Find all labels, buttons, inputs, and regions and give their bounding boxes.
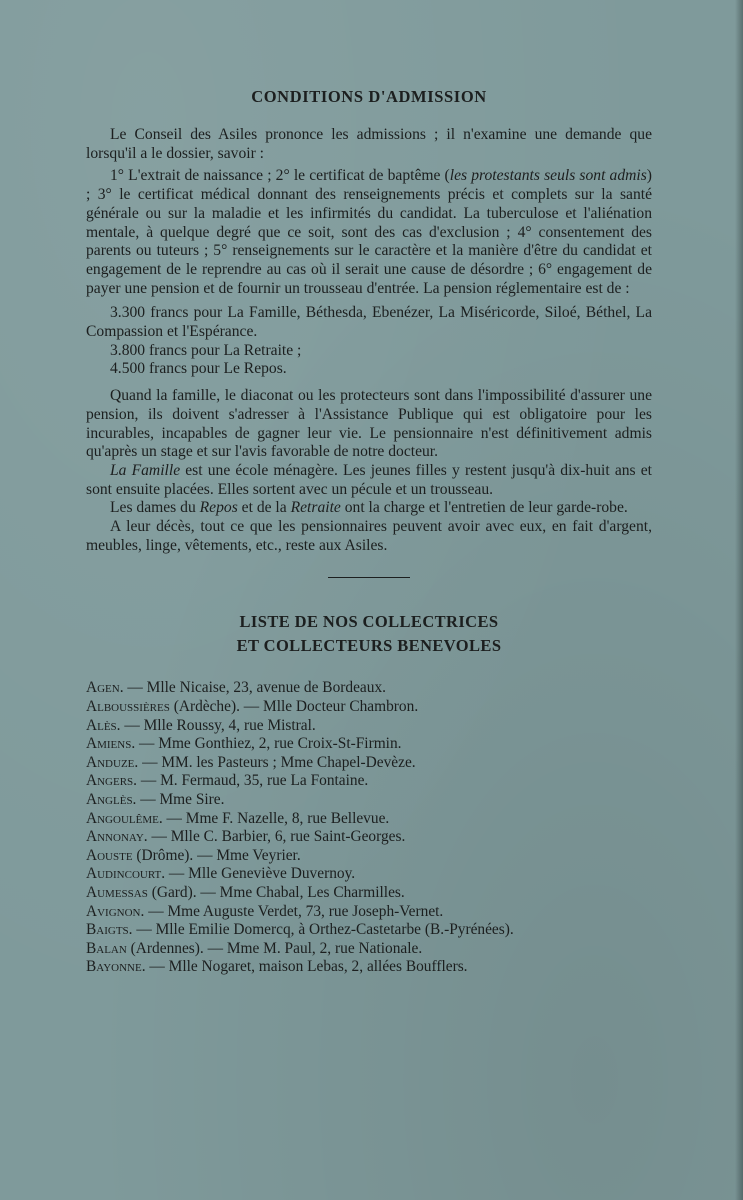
famille-paragraph xyxy=(86,462,652,499)
collector-entry xyxy=(86,847,652,866)
collector-details: — Mlle C. Barbier, 6, rue Saint-Georges. xyxy=(147,828,406,846)
collector-city: Anduze. xyxy=(86,753,139,771)
collectors-title xyxy=(86,610,652,658)
collector-entry xyxy=(86,735,652,754)
collector-entry xyxy=(86,754,652,773)
collector-city: Aumessas xyxy=(86,884,148,901)
dames-text-1: Les dames du xyxy=(110,499,200,517)
section-divider xyxy=(328,577,410,578)
assistance-paragraph: Quand la famille, le diaconat ou les protecteurs sont dans l'impossibilité d'assurer une pension, ils doivent s'adresser à l'Assistance Publique qui est obligatoire pour les incurables, incapables de gagner leur vie. Le pensionnaire n'est définitivement admis qu'après un stage et sur l'avis favorable de notre docteur. xyxy=(86,387,652,461)
requirements-start: 1° L'extrait de naissance ; 2° le certificat de baptême ( xyxy=(110,167,450,185)
collector-city: Amiens. xyxy=(86,735,136,753)
collector-details: — Mme Sire. xyxy=(136,791,225,809)
famille-italic: La Famille xyxy=(110,461,181,479)
collector-details: — MM. les Pasteurs ; Mme Chapel-Devèze. xyxy=(138,753,416,771)
collector-entry xyxy=(86,958,652,977)
dames-text-2: et de la xyxy=(237,499,291,517)
collector-entry xyxy=(86,828,652,847)
conditions-title: CONDITIONS D'ADMISSION xyxy=(251,87,487,106)
famille-text: est une école ménagère. Les jeunes filles y restent jusqu'à dix-huit ans et sont ensuite placées. Elles sortent avec un pécule et un trousseau. xyxy=(86,461,653,498)
collector-entry xyxy=(86,921,652,940)
collector-city: Baigts. xyxy=(86,921,133,939)
collector-city: Alès. xyxy=(86,716,121,734)
collector-details: — Mme Gonthiez, 2, rue Croix-St-Firmin. xyxy=(135,735,402,753)
price-item: 3.800 francs pour La Retraite ; xyxy=(110,341,302,359)
price-list xyxy=(86,304,652,379)
collector-details: (Ardèche). — Mlle Docteur Chambron. xyxy=(169,698,419,716)
intro-paragraph: Le Conseil des Asiles prononce les admissions ; il n'examine une demande que lorsqu'il a le dossier, savoir : xyxy=(86,126,652,162)
dames-retraite-italic: Retraite xyxy=(290,499,341,517)
collector-entry xyxy=(86,903,652,922)
requirements-paragraph xyxy=(86,167,652,298)
collectors-list xyxy=(86,679,652,977)
collector-city: Audincourt. xyxy=(86,865,166,883)
page-edge-shadow xyxy=(735,0,743,1200)
dames-text-3: ont la charge et l'entretien de leur garde-robe. xyxy=(340,499,628,517)
collector-entry xyxy=(86,940,652,959)
collectors-title-line-1: LISTE DE NOS COLLECTRICES xyxy=(239,612,499,632)
dames-repos-italic: Repos xyxy=(199,499,238,517)
collector-details: — Mme Auguste Verdet, 73, rue Joseph-Vernet. xyxy=(144,902,444,920)
collector-city: Angoulême. xyxy=(86,809,163,827)
collector-entry xyxy=(86,679,652,698)
collector-details: — M. Fermaud, 35, rue La Fontaine. xyxy=(137,772,369,790)
price-item: 4.500 francs pour Le Repos. xyxy=(110,360,287,378)
collector-city: Annonay. xyxy=(86,828,148,846)
collector-details: — Mlle Roussy, 4, rue Mistral. xyxy=(120,716,316,734)
collector-details: (Gard). — Mme Chabal, Les Charmilles. xyxy=(147,884,405,901)
document-page xyxy=(86,86,652,977)
collector-details: — Mlle Nicaise, 23, avenue de Bordeaux. xyxy=(123,679,386,697)
collector-entry xyxy=(86,865,652,884)
collector-entry xyxy=(86,884,652,903)
collector-city: Aouste xyxy=(86,846,133,864)
dames-paragraph xyxy=(86,499,652,518)
collector-city: Anglès. xyxy=(86,791,137,809)
requirements-italic: les protestants seuls sont admis xyxy=(449,167,647,185)
collector-city: Avignon. xyxy=(86,902,145,920)
collector-city: Angers. xyxy=(86,772,138,790)
collectors-title-line-2: ET COLLECTEURS BENEVOLES xyxy=(236,636,502,656)
collector-city: Agen. xyxy=(86,679,124,697)
collector-entry xyxy=(86,772,652,791)
collector-city: Balan xyxy=(86,939,127,957)
collector-details: (Drôme). — Mme Veyrier. xyxy=(132,846,301,864)
collector-entry xyxy=(86,717,652,736)
collector-entry xyxy=(86,698,652,717)
price-item: 3.300 francs pour La Famille, Béthesda, Ebenézer, La Miséricorde, Siloé, Béthel, La Compassion et l'Espérance. xyxy=(86,304,652,341)
deces-paragraph: A leur décès, tout ce que les pensionnaires peuvent avoir avec eux, en fait d'argent, meubles, linge, vêtements, etc., reste aux Asiles. xyxy=(86,518,652,554)
collector-details: (Ardennes). — Mme M. Paul, 2, rue Nationale. xyxy=(126,939,423,957)
collector-entry xyxy=(86,791,652,810)
collector-city: Bayonne. xyxy=(86,958,146,976)
requirements-end: ) ; 3° le certificat médical donnant des renseignements précis et complets sur la santé générale ou sur la maladie et les infirmités du candidat. La tuberculose et l'aliénation mentale, à quelque degré que ce soit, sont des cas d'exclusion ; 4° consentement des parents ou tuteurs ; 5° renseignements sur le caractère et la manière d'être du candidat et engagement de le reprendre au cas où il serait une cause de désordre ; 6° engagement de payer une pension et de fournir un trousseau d'entrée. La pension réglementaire est de : xyxy=(86,167,652,297)
collector-city: Alboussières xyxy=(86,698,170,716)
collector-details: — Mme F. Nazelle, 8, rue Bellevue. xyxy=(162,809,390,827)
collector-details: — Mlle Emilie Domercq, à Orthez-Castetarbe (B.-Pyrénées). xyxy=(132,921,514,939)
collector-details: — Mlle Geneviève Duvernoy. xyxy=(165,865,356,883)
collector-entry xyxy=(86,810,652,829)
collector-details: — Mlle Nogaret, maison Lebas, 2, allées Boufflers. xyxy=(145,958,468,976)
